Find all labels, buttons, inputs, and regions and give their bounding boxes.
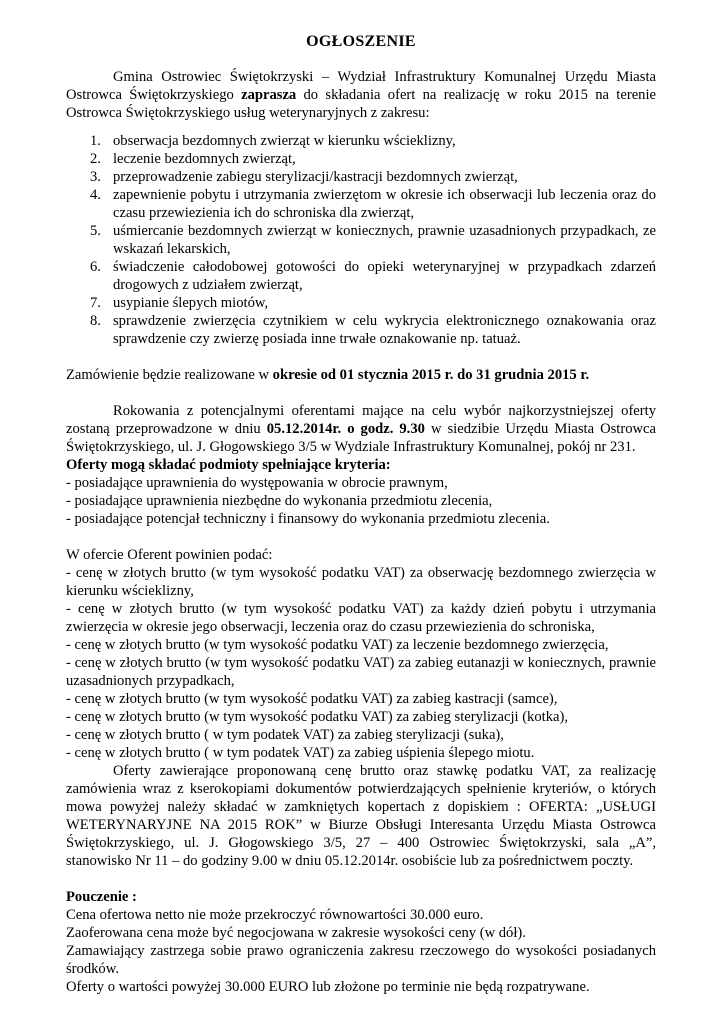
list-item-text: obserwacja bezdomnych zwierząt w kierunku wścieklizny,: [113, 133, 456, 149]
period-dates: okresie od 01 stycznia 2015 r. do 31 grudnia 2015 r.: [272, 367, 590, 383]
intro-text-start: Gmina Ostrowiec Świętokrzyski – Wydział Infrastruktury Komunalnej Urzędu Miasta Ostrowca Świętokrzyskiego: [66, 69, 656, 103]
list-item: [66, 186, 656, 222]
submission-paragraph: Oferty zawierające proponowaną cenę brutto oraz stawkę podatku VAT, za realizację zamówienia wraz z kserokopiami dokumentów potwierdzających spełnienie kryteriów, o których mowa powyżej należy składać w zamkniętych kopertach z dopiskiem : OFERTA: „USŁUGI WETERYNARYJNE NA 2015 ROK” w Biurze Obsługi Interesanta Urzędu Miasta Ostrowca Świętokrzyskiego, ul. J. Głogowskiego 3/5, 27 – 400 Ostrowiec Świętokrzyski, sala „A”, stanowisko Nr 11 – do godziny 9.00 w dniu 05.12.2014r. osobiście lub za pośrednictwem poczty.: [66, 763, 656, 869]
criteria-item: - posiadające uprawnienia do występowania w obrocie prawnym,: [66, 475, 448, 491]
spacer: [66, 348, 656, 366]
list-item-text: leczenie bezdomnych zwierząt,: [113, 151, 296, 167]
scope-list: [66, 132, 656, 348]
offer-item: - cenę w złotych brutto (w tym wysokość podatku VAT) za zabieg sterylizacji (kotka),: [66, 709, 568, 725]
negotiations-text-end: w siedzibie Urzędu Miasta Ostrowca Świętokrzyskiego, ul. J. Głogowskiego 3/5 w Wydziale Infrastruktury Komunalnej, pokój nr 231.: [66, 421, 656, 455]
list-item: [66, 312, 656, 348]
offer-item: - cenę w złotych brutto ( w tym podatek VAT) za zabieg uśpienia ślepego miotu.: [66, 745, 535, 761]
offer-item: - cenę w złotych brutto (w tym wysokość podatku VAT) za leczenie bezdomnego zwierzęcia,: [66, 637, 609, 653]
offer-item: - cenę w złotych brutto (w tym wysokość podatku VAT) za zabieg eutanazji w koniecznych, prawnie uzasadnionych przypadkach,: [66, 655, 656, 689]
intro-paragraph: [66, 68, 656, 122]
offer-item: - cenę w złotych brutto ( w tym podatek VAT) za zabieg sterylizacji (suka),: [66, 727, 504, 743]
notice-item: Zamawiający zastrzega sobie prawo ograniczenia zakresu rzeczowego do wysokości posiadanych środków.: [66, 943, 656, 977]
offer-item: - cenę w złotych brutto (w tym wysokość podatku VAT) za obserwację bezdomnego zwierzęcia w kierunku wścieklizny,: [66, 565, 656, 599]
list-item-number: 4.: [90, 187, 101, 203]
list-item-number: 2.: [90, 151, 101, 167]
list-item-text: sprawdzenie zwierzęcia czytnikiem w celu wykrycia elektronicznego oznakowania oraz sprawdzenie czy zwierzę posiada inne trwałe oznakowanie np. tatuaż.: [113, 313, 656, 347]
spacer: [66, 870, 656, 888]
negotiations-paragraph: [66, 402, 656, 456]
page-title: OGŁOSZENIE: [306, 33, 416, 50]
list-item-number: 6.: [90, 259, 101, 275]
list-item-number: 1.: [90, 133, 101, 149]
criteria-heading-text: Oferty mogą składać podmioty spełniające kryteria:: [66, 457, 391, 473]
criteria-item: - posiadające potencjał techniczny i finansowy do wykonania przedmiotu zlecenia.: [66, 511, 550, 527]
notice-heading: [66, 888, 656, 906]
offer-heading: W ofercie Oferent powinien podać:: [66, 547, 273, 563]
list-item-text: świadczenie całodobowej gotowości do opieki weterynaryjnej w przypadkach zdarzeń drogowych z udziałem zwierząt,: [113, 259, 656, 293]
notice-item: Oferty o wartości powyżej 30.000 EURO lub złożone po terminie nie będą rozpatrywane.: [66, 979, 590, 995]
notice-item: Zaoferowana cena może być negocjowana w zakresie wysokości ceny (w dół).: [66, 925, 526, 941]
list-item: [66, 132, 656, 150]
list-item: [66, 150, 656, 168]
list-item: [66, 168, 656, 186]
list-item-number: 8.: [90, 313, 101, 329]
offer-item: - cenę w złotych brutto (w tym wysokość podatku VAT) za zabieg kastracji (samce),: [66, 691, 558, 707]
document-page: [66, 33, 656, 996]
list-item-number: 5.: [90, 223, 101, 239]
list-item-number: 7.: [90, 295, 101, 311]
list-item-text: przeprowadzenie zabiegu sterylizacji/kastracji bezdomnych zwierząt,: [113, 169, 518, 185]
period-text: Zamówienie będzie realizowane w: [66, 367, 273, 383]
spacer: [66, 384, 656, 402]
offer-item: - cenę w złotych brutto (w tym wysokość podatku VAT) za każdy dzień pobytu i utrzymania zwierzęcia w okresie jego obserwacji, leczenia oraz do czasu przewiezienia do schroniska,: [66, 601, 656, 635]
list-item: [66, 258, 656, 294]
period-paragraph: [66, 366, 656, 384]
negotiations-text-start: Rokowania z potencjalnymi oferentami mające na celu wybór najkorzystniejszej oferty zostaną przeprowadzone w dniu: [66, 403, 656, 437]
criteria-heading: [66, 456, 656, 474]
list-item-text: zapewnienie pobytu i utrzymania zwierzętom w okresie ich obserwacji lub leczenia oraz do czasu przewiezienia ich do schroniska dla zwierząt,: [113, 187, 656, 221]
list-item-number: 3.: [90, 169, 101, 185]
notice-item: Cena ofertowa netto nie może przekroczyć równowartości 30.000 euro.: [66, 907, 484, 923]
notice-heading-text: Pouczenie :: [66, 889, 137, 905]
list-item-text: uśmiercanie bezdomnych zwierząt w koniecznych, prawnie uzasadnionych przypadkach, ze wskazań lekarskich,: [113, 223, 656, 257]
list-item: [66, 294, 656, 312]
spacer: [66, 528, 656, 546]
negotiations-date: 05.12.2014r. o godz. 9.30: [266, 421, 425, 437]
criteria-item: - posiadające uprawnienia niezbędne do wykonania przedmiotu zlecenia,: [66, 493, 493, 509]
list-item-text: usypianie ślepych miotów,: [113, 295, 269, 311]
intro-text-end: do składania ofert na realizację w roku 2015 na terenie Ostrowca Świętokrzyskiego usług weterynaryjnych z zakresu:: [66, 87, 657, 121]
intro-invite-word: zaprasza: [241, 87, 297, 103]
list-item: [66, 222, 656, 258]
